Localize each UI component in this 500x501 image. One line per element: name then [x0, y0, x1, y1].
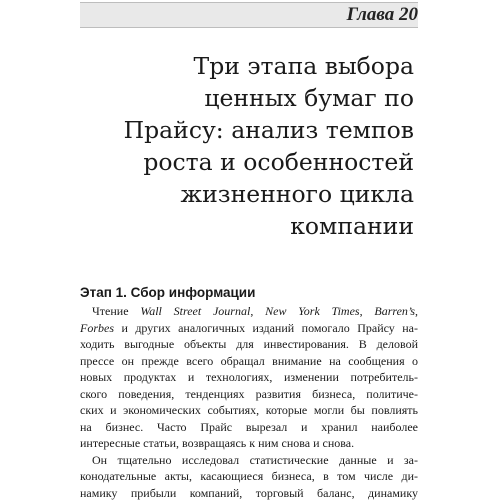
- chapter-title-line: роста и особенностей: [60, 146, 414, 178]
- body-line: [80, 320, 418, 337]
- publication-name: New York Times: [265, 304, 359, 318]
- chapter-title-line: жизненного цикла: [60, 178, 414, 210]
- body-line: на бизнес. Часто Прайс вырезал и хранил наиболее: [80, 419, 418, 436]
- chapter-title-line: Прайсу: анализ темпов: [60, 114, 414, 146]
- chapter-title-line: компании: [60, 210, 414, 242]
- body-line: прессе он прежде всего обращал внимание на сообщения о: [80, 353, 418, 370]
- body-text-fragment: ,: [415, 304, 418, 318]
- chapter-title-line: ценных бумаг по: [60, 82, 414, 114]
- body-line: конодательные акты, касающиеся бизнеса, в том числе ди-: [80, 468, 418, 485]
- body-text: [80, 303, 418, 501]
- publication-name: Barren’s: [374, 304, 415, 318]
- chapter-label: Глава 20: [347, 4, 418, 26]
- body-text-fragment: и других аналогичных изданий помогало Прайсу на-: [114, 321, 418, 335]
- body-text-fragment: ,: [360, 304, 375, 318]
- body-line: намику прибыли компаний, торговый баланс, динамику: [80, 485, 418, 501]
- body-line: новых продуктах и технологиях, изменении потребитель-: [80, 369, 418, 386]
- chapter-header-bar: [80, 2, 418, 28]
- publication-name: Wall Street Journal: [140, 304, 250, 318]
- section-heading: Этап 1. Сбор информации: [80, 283, 255, 303]
- body-line: Он тщательно исследовал статистические данные и за-: [80, 452, 418, 469]
- publication-name: Forbes: [80, 321, 114, 335]
- chapter-title-line: Три этапа выбора: [60, 50, 414, 82]
- body-text-fragment: ,: [250, 304, 265, 318]
- body-line: ходить выгодные объекты для инвестирования. В деловой: [80, 336, 418, 353]
- body-line: [80, 303, 418, 320]
- body-line: интересные статьи, возвращаясь к ним снова и снова.: [80, 435, 418, 452]
- body-text-fragment: Чтение: [92, 304, 140, 318]
- body-line: ских и экономических событиях, которые могли бы повлиять: [80, 402, 418, 419]
- chapter-title: [60, 50, 414, 242]
- body-line: ского поведения, тенденциях развития бизнеса, политиче-: [80, 386, 418, 403]
